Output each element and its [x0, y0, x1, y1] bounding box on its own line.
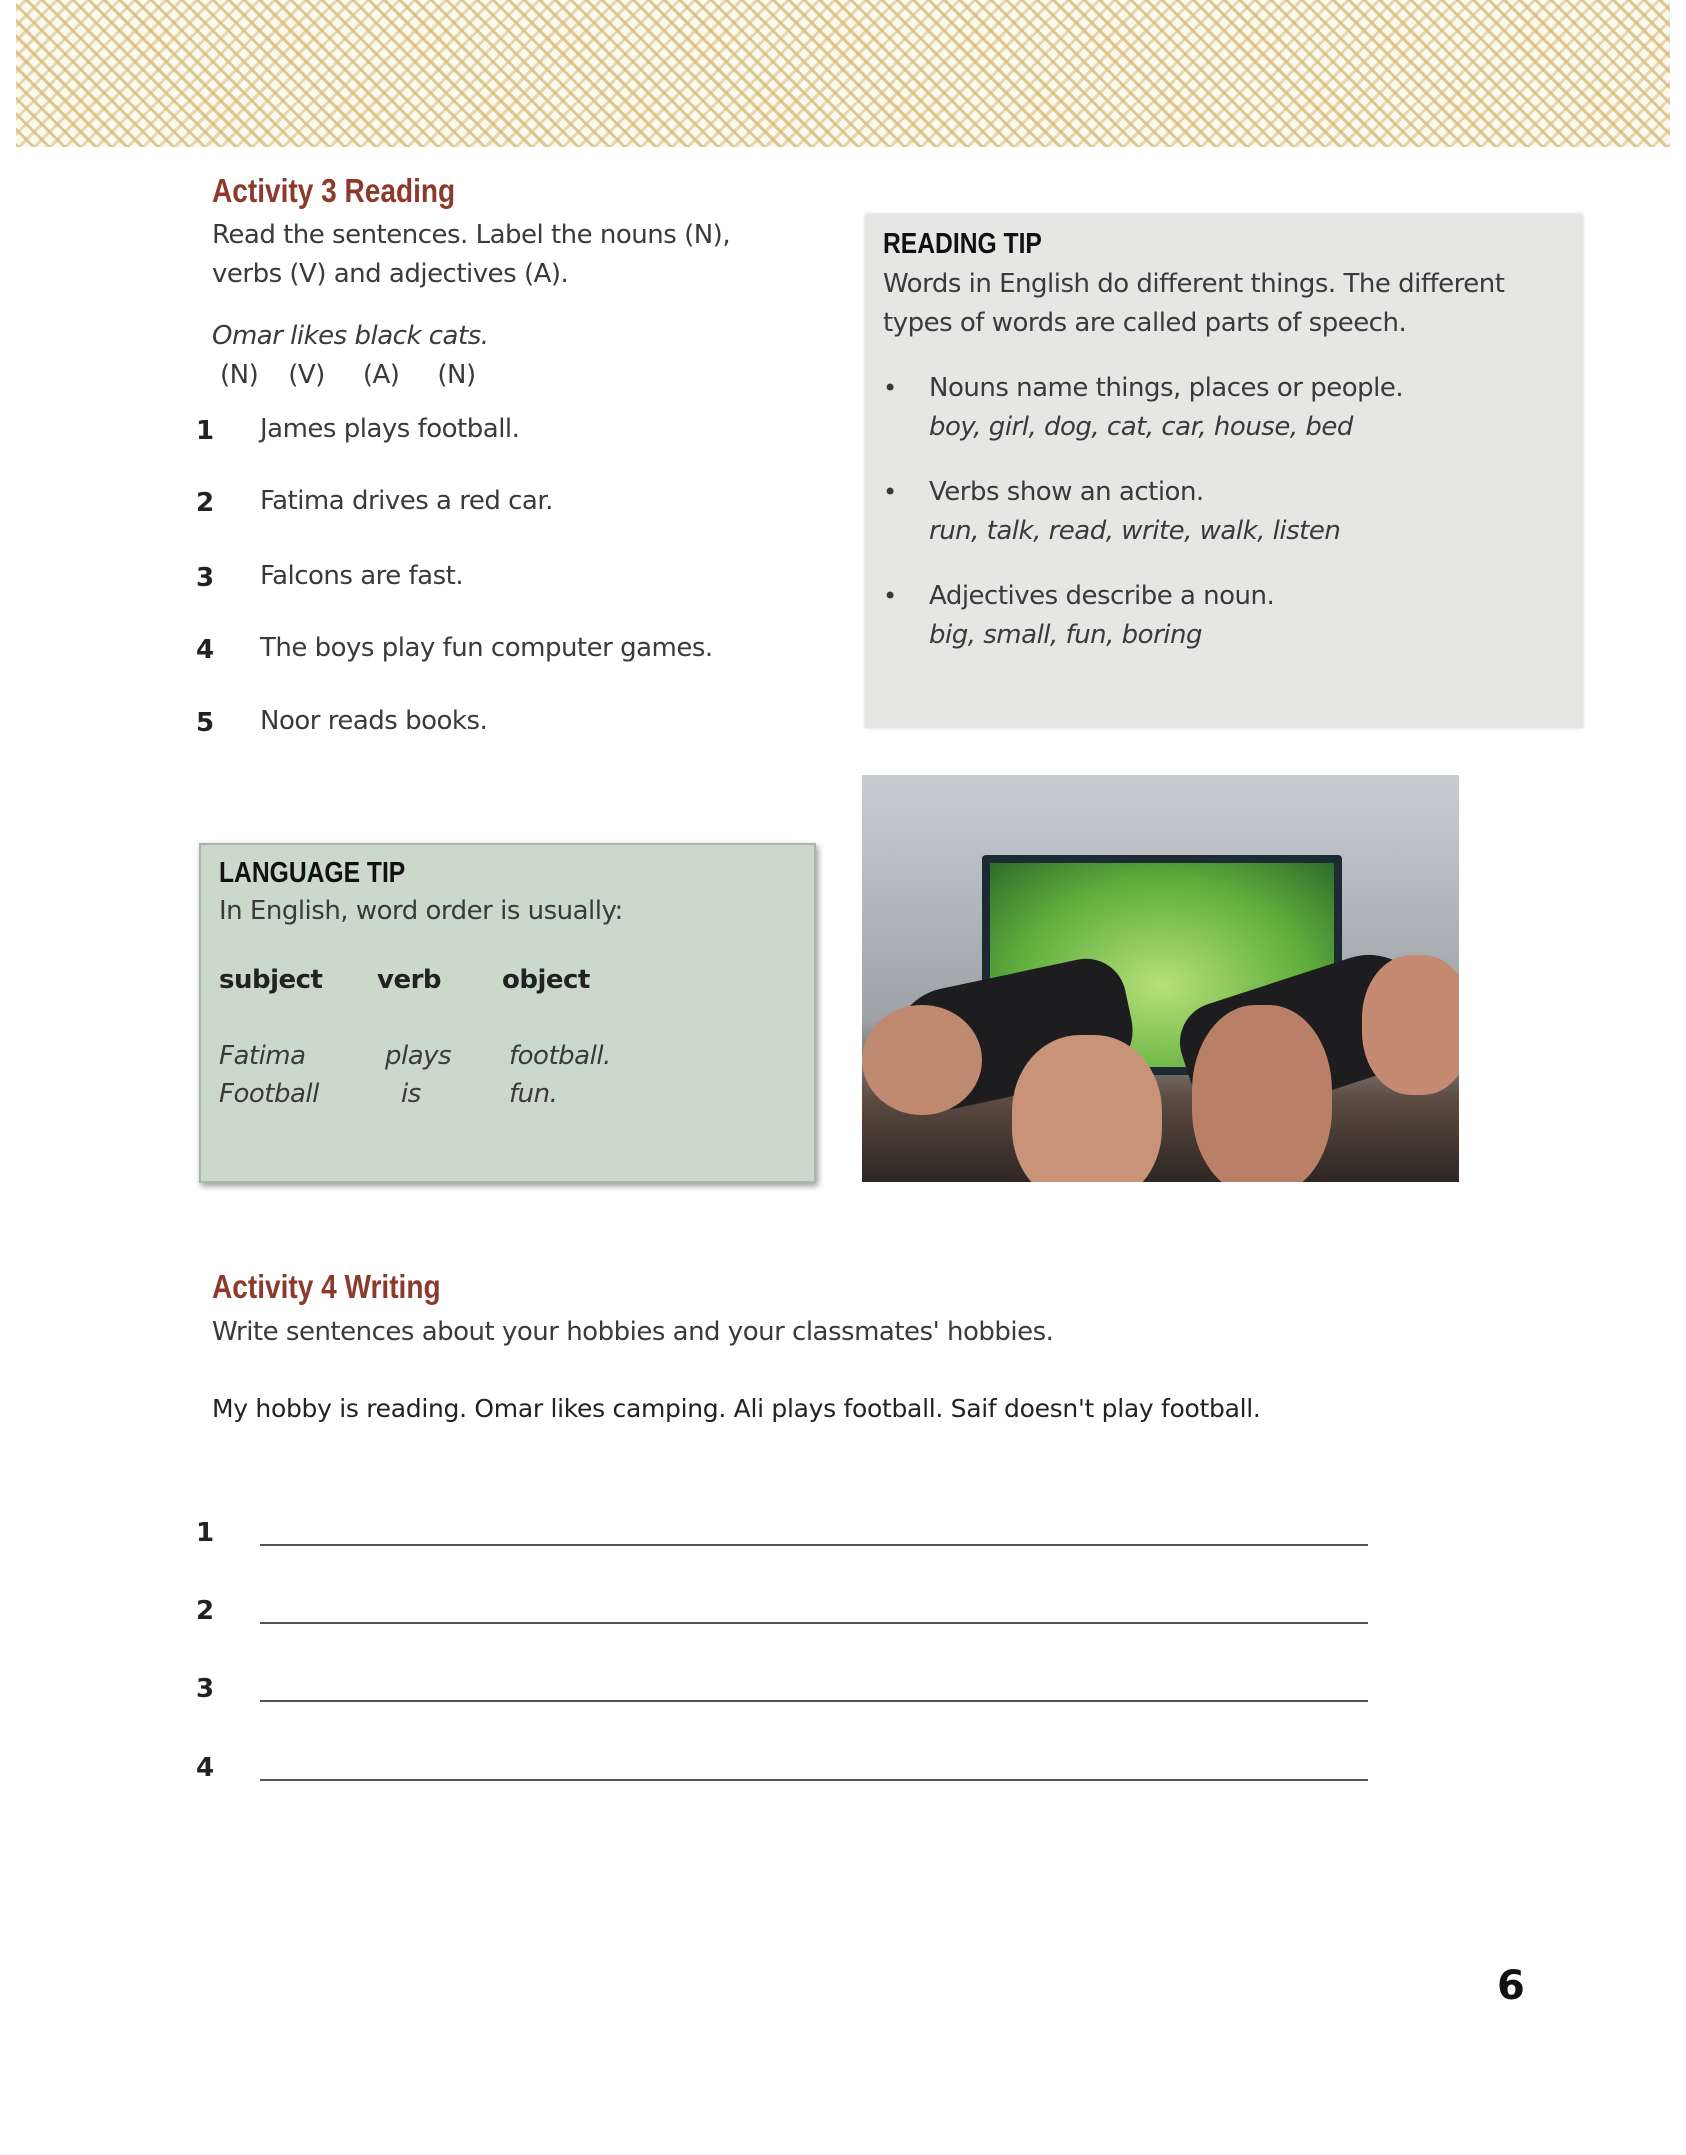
bullet-verbs: [883, 473, 1565, 551]
decorative-banner: [16, 0, 1670, 147]
reading-tip-title: READING TIP: [883, 228, 1042, 260]
line-number: 4: [196, 1753, 215, 1783]
list-item: [196, 488, 896, 518]
cell: football.: [509, 1041, 611, 1071]
hand-icon: [1012, 1035, 1162, 1182]
list-item: [196, 563, 896, 593]
writing-line[interactable]: [260, 1684, 1368, 1702]
instruction-line: Read the sentences. Label the nouns (N),: [212, 220, 731, 250]
item-text: Falcons are fast.: [260, 561, 464, 591]
label: (N): [220, 360, 259, 390]
header-verb: verb: [377, 965, 442, 995]
cell: plays: [385, 1041, 452, 1071]
language-tip-title: LANGUAGE TIP: [219, 857, 406, 889]
item-text: The boys play fun computer games.: [260, 633, 713, 663]
hand-icon: [1362, 955, 1459, 1095]
activity4-instructions: Write sentences about your hobbies and your classmates' hobbies.: [212, 1317, 1054, 1347]
page-number: 6: [1497, 1963, 1525, 2009]
word-order-row: [219, 1037, 796, 1075]
item-text: James plays football.: [260, 414, 520, 444]
language-tip-intro: In English, word order is usually:: [219, 896, 623, 926]
item-number: 2: [196, 488, 215, 518]
item-number: 1: [196, 416, 215, 446]
line-number: 1: [196, 1518, 215, 1548]
reading-tip-intro: [883, 265, 1565, 343]
intro-line: Words in English do different things. The different: [883, 269, 1505, 299]
intro-line: types of words are called parts of speech.: [883, 308, 1407, 338]
activity3-instructions: [212, 216, 730, 294]
line-number: 2: [196, 1596, 215, 1626]
activity4-title: Activity 4 Writing: [212, 1268, 441, 1305]
word-order-headers: [219, 961, 796, 1000]
hand-icon: [862, 1005, 982, 1115]
bullet-text: • Verbs show an action.: [929, 477, 1204, 507]
list-item: [196, 635, 896, 665]
example-labels: [220, 356, 476, 395]
activity3-title: Activity 3 Reading: [212, 172, 456, 209]
writing-line[interactable]: [260, 1606, 1368, 1624]
label: (N): [437, 360, 476, 390]
bullet-examples: big, small, fun, boring: [929, 620, 1202, 650]
bullet-text: • Nouns name things, places or people.: [929, 373, 1404, 403]
label: (A): [362, 360, 400, 390]
list-item: [196, 708, 896, 738]
reading-tip-box: [865, 214, 1583, 728]
line-number: 3: [196, 1674, 215, 1704]
item-number: 5: [196, 708, 215, 738]
bullet-examples: boy, girl, dog, cat, car, house, bed: [929, 412, 1353, 442]
bullet-nouns: [883, 369, 1565, 447]
writing-line[interactable]: [260, 1528, 1368, 1546]
language-tip-box: [199, 843, 816, 1183]
word-order-row: [219, 1075, 796, 1113]
cell: Fatima: [219, 1041, 306, 1071]
label: (V): [288, 360, 325, 390]
header-subject: subject: [219, 965, 323, 995]
list-item: [196, 416, 896, 446]
item-text: Noor reads books.: [260, 706, 488, 736]
activity4-example: My hobby is reading. Omar likes camping. Ali plays football. Saif doesn't play football.: [212, 1394, 1261, 1423]
cell: fun.: [509, 1079, 558, 1109]
item-text: Fatima drives a red car.: [260, 486, 553, 516]
item-number: 3: [196, 563, 215, 593]
example-sentence: Omar likes black cats.: [212, 321, 489, 351]
item-number: 4: [196, 635, 215, 665]
video-game-photo: [862, 775, 1459, 1182]
cell: is: [401, 1079, 421, 1109]
bullet-adjectives: [883, 577, 1565, 655]
writing-line[interactable]: [260, 1763, 1368, 1781]
cell: Football: [219, 1079, 319, 1109]
header-object: object: [502, 965, 590, 995]
hand-icon: [1192, 1005, 1332, 1182]
bullet-examples: run, talk, read, write, walk, listen: [929, 516, 1341, 546]
bullet-text: • Adjectives describe a noun.: [929, 581, 1275, 611]
instruction-line: verbs (V) and adjectives (A).: [212, 259, 569, 289]
